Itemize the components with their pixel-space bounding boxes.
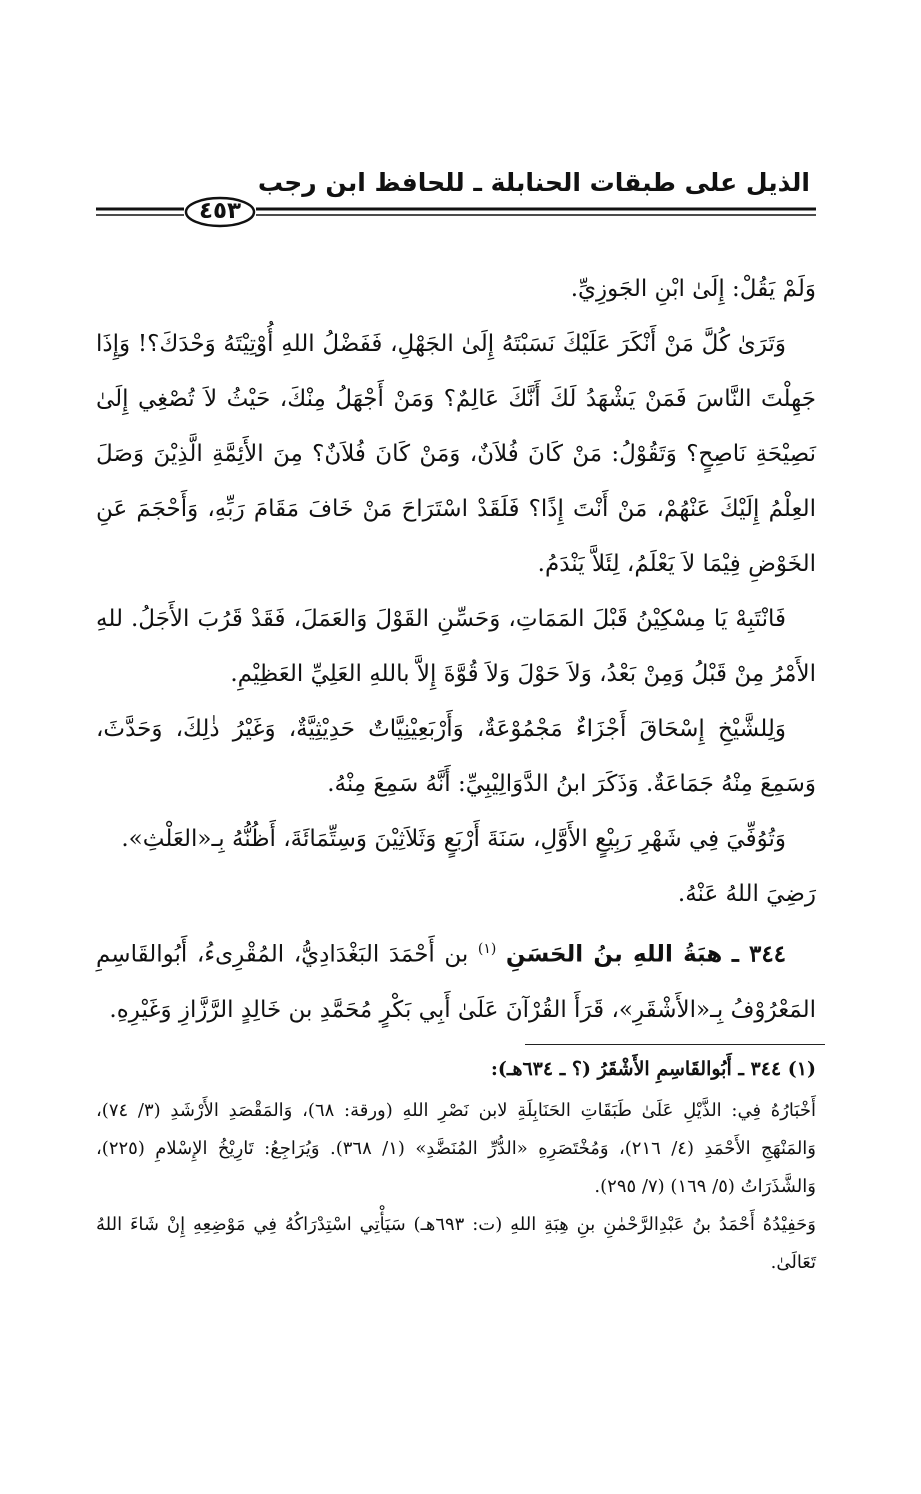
paragraph: وَلِلشَّيْخِ إِسْحَاقَ أَجْزَاءٌ مَجْمُوْعَةٌ، وَأَرْبَعِيْنِيَّاتٌ حَدِيْثِيَّةٌ، وَغَيْرُ ذٰلِكَ، وَحَدَّثَ، وَسَمِعَ مِنْهُ جَمَاعَةٌ. وَذَكَرَ ابنُ الدَّوَالِيْبِيِّ: أَنَّهُ سَمِعَ مِنْهُ. <box>96 716 816 797</box>
header-rule <box>96 196 816 230</box>
entry-text: بن أَحْمَدَ البَغْدَادِيُّ، المُقْرِىءُ، أَبُوالقَاسِمِ المَعْرُوْفُ بِـ«الأَشْقَرِ»، قَرَأَ القُرْآنَ عَلَىٰ أَبِي بَكْرٍ مُحَمَّدِ بن خَالِدٍ الرَّزَّازِ وَغَيْرِهِ. <box>96 941 816 1023</box>
footnotes <box>96 1050 816 1282</box>
running-title: الذيل على طبقات الحنابلة ـ للحافظ ابن رجب <box>257 168 810 197</box>
paragraph: وَتَرَىٰ كُلَّ مَنْ أَنْكَرَ عَلَيْكَ نَسَبْتَهُ إِلَىٰ الجَهْلِ، فَفَضْلُ اللهِ أُوْتِيْتَهُ وَحْدَكَ؟! وَإِذَا جَهِلْتَ النَّاسَ فَمَنْ يَشْهَدُ لَكَ أَنَّكَ عَالِمٌ؟ وَمَنْ أَجْهَلُ مِنْكَ، حَيْثُ لاَ تُصْغِي إِلَىٰ نَصِيْحَةِ نَاصِحٍ؟ وَتَقُوْلُ: مَنْ كَانَ فُلاَنٌ، وَمَنْ كَانَ فُلاَنٌ؟ مِنَ الأَئِمَّةِ الَّذِيْنَ وَصَلَ العِلْمُ إِلَيْكَ عَنْهُمْ، مَنْ أَنْتَ إِذًا؟ فَلَقَدْ اسْتَرَاحَ مَنْ خَافَ مَقَامَ رَبِّهِ، وَأَحْجَمَ عَنِ الخَوْضِ فِيْمَا لاَ يَعْلَمُ، لِئَلاَّ يَنْدَمُ. <box>96 331 816 577</box>
footnote-text: وَحَفِيْدُهُ أَحْمَدُ بنُ عَبْدِالرَّحْمٰنِ بنِ هِبَةِ اللهِ (ت: ٦٩٣هـ) سَيَأْتِي اسْتِدْرَاكُهُ فِي مَوْضِعِهِ إِنْ شَاءَ اللهُ تَعَالَىٰ. <box>96 1214 816 1273</box>
footnote-text: أَخْبَارُهُ فِي: الذَّيْلِ عَلَىٰ طَبَقَاتِ الحَنَابِلَةِ لابن نَصْرِ اللهِ (ورقة: ٦٨)، وَالمَقْصَدِ الأَرْشَدِ (٣/ ٧٤)، وَالمَنْهَجِ الأَحْمَدِ (٤/ ٢١٦)، وَمُخْتَصَرِهِ «الدُّرِّ المُنَضَّدِ» (١/ ٣٦٨). وَيُرَاجِعُ: تَارِيْخُ الإِسْلامِ (٢٢٥)، وَالشَّذَرَاتُ (٥/ ١٦٩) (٧/ ٢٩٥). <box>96 1100 816 1197</box>
footnote-separator <box>525 1044 825 1045</box>
paragraph: وَلَمْ يَقُلْ: إِلَىٰ ابْنِ الجَوزِيِّ. <box>570 276 816 302</box>
entry-number: ٣٤٤ ـ <box>731 940 787 968</box>
biography-entry <box>96 922 816 1038</box>
paragraph: رَضِيَ اللهُ عَنْهُ. <box>677 881 816 907</box>
entry-name: هبَةُ اللهِ بنُ الحَسَنِ <box>505 941 723 968</box>
paragraph: وَتُوُفِّيَ فِي شَهْرِ رَبِيْعٍ الأَوَّلِ، سَنَةَ أَرْبَعٍ وَثَلاَثِيْنَ وَسِتِّمَائَةَ، أَظُنُّهُ بِـ«العَلْثِ». <box>121 826 786 852</box>
main-text <box>96 262 816 1038</box>
footnote-heading: (١) ٣٤٤ ـ أَبُوالقَاسِمِ الأَشْقَرُ (؟ ـ ٦٣٤هـ): <box>490 1058 816 1080</box>
footnote-reference: (١) <box>477 941 497 957</box>
page-number: ٤٥٣ <box>198 198 242 224</box>
paragraph: فَانْتَبِهْ يَا مِسْكِيْنُ قَبْلَ المَمَاتِ، وَحَسِّنِ القَوْلَ وَالعَمَلَ، فَقَدْ قَرُبَ الأَجَلُ. للهِ الأَمْرُ مِنْ قَبْلُ وَمِنْ بَعْدُ، وَلاَ حَوْلَ وَلاَ قُوَّةَ إِلاَّ باللهِ العَلِيِّ العَظِيْمِ. <box>96 606 816 687</box>
